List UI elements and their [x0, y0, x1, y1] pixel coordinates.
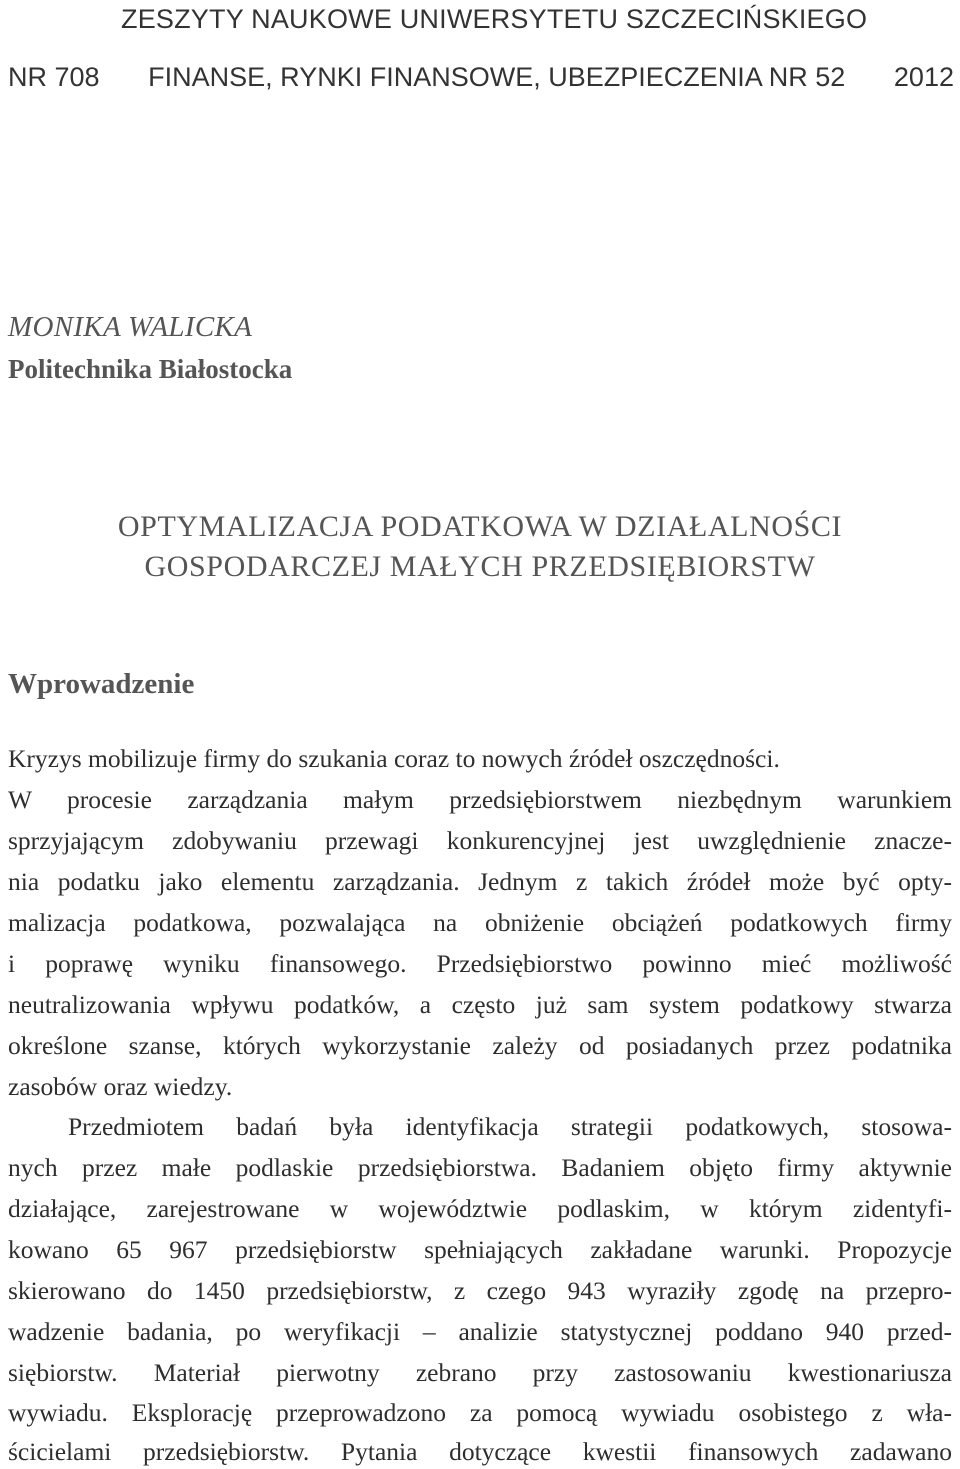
article-title-line-2: GOSPODARCZEJ MAŁYCH PRZEDSIĘBIORSTW: [144, 550, 816, 583]
body-line: siębiorstw. Materiał pierwotny zebrano przy zastosowaniu kwestionariusza: [8, 1358, 952, 1387]
body-line: skierowano do 1450 przedsiębiorstw, z czego 943 wyraziły zgodę na przepro-: [8, 1276, 952, 1305]
body-line: malizacja podatkowa, pozwalająca na obniżenie obciążeń podatkowych firmy: [8, 908, 952, 937]
body-line: W procesie zarządzania małym przedsiębiorstwem niezbędnym warunkiem: [8, 785, 952, 814]
publication-year: 2012: [893, 62, 954, 92]
body-line: Przedmiotem badań była identyfikacja strategii podatkowych, stosowa-: [68, 1112, 952, 1141]
body-line: i poprawę wyniku finansowego. Przedsiębiorstwo powinno mieć możliwość: [8, 949, 952, 978]
body-line: działające, zarejestrowane w województwie podlaskim, w którym zidentyfi-: [8, 1194, 952, 1223]
body-line: określone szanse, których wykorzystanie zależy od posiadanych przez podatnika: [8, 1031, 952, 1060]
series-title: FINANSE, RYNKI FINANSOWE, UBEZPIECZENIA NR 52: [148, 62, 846, 92]
issue-number: NR 708: [8, 62, 100, 92]
body-line: nych przez małe podlaskie przedsiębiorstwa. Badaniem objęto firmy aktywnie: [8, 1153, 952, 1182]
body-line: nia podatku jako elementu zarządzania. Jednym z takich źródeł może być opty-: [8, 867, 952, 896]
body-line: sprzyjającym zdobywaniu przewagi konkurencyjnej jest uwzględnienie znacze-: [8, 826, 952, 855]
body-line: kowano 65 967 przedsiębiorstw spełniających zakładane warunki. Propozycje: [8, 1235, 952, 1264]
body-line: neutralizowania wpływu podatków, a często już sam system podatkowy stwarza: [8, 990, 952, 1019]
body-line: wywiadu. Eksplorację przeprowadzono za pomocą wywiadu osobistego z wła-: [8, 1398, 952, 1427]
body-line: wadzenie badania, po weryfikacji – analizie statystycznej poddano 940 przed-: [8, 1317, 952, 1346]
journal-title: ZESZYTY NAUKOWE UNIWERSYTETU SZCZECIŃSKIEGO: [121, 4, 868, 34]
article-title-line-1: OPTYMALIZACJA PODATKOWA W DZIAŁALNOŚCI: [117, 510, 843, 543]
body-line: Kryzys mobilizuje firmy do szukania coraz to nowych źródeł oszczędności.: [8, 744, 780, 773]
body-line: ścicielami przedsiębiorstw. Pytania dotyczące kwestii finansowych zadawano: [8, 1437, 952, 1466]
series-row: [8, 62, 954, 93]
author-name: MONIKA WALICKA: [8, 311, 253, 343]
section-heading: Wprowadzenie: [8, 668, 195, 700]
author-affiliation: Politechnika Białostocka: [8, 354, 293, 384]
body-line: zasobów oraz wiedzy.: [8, 1072, 233, 1101]
